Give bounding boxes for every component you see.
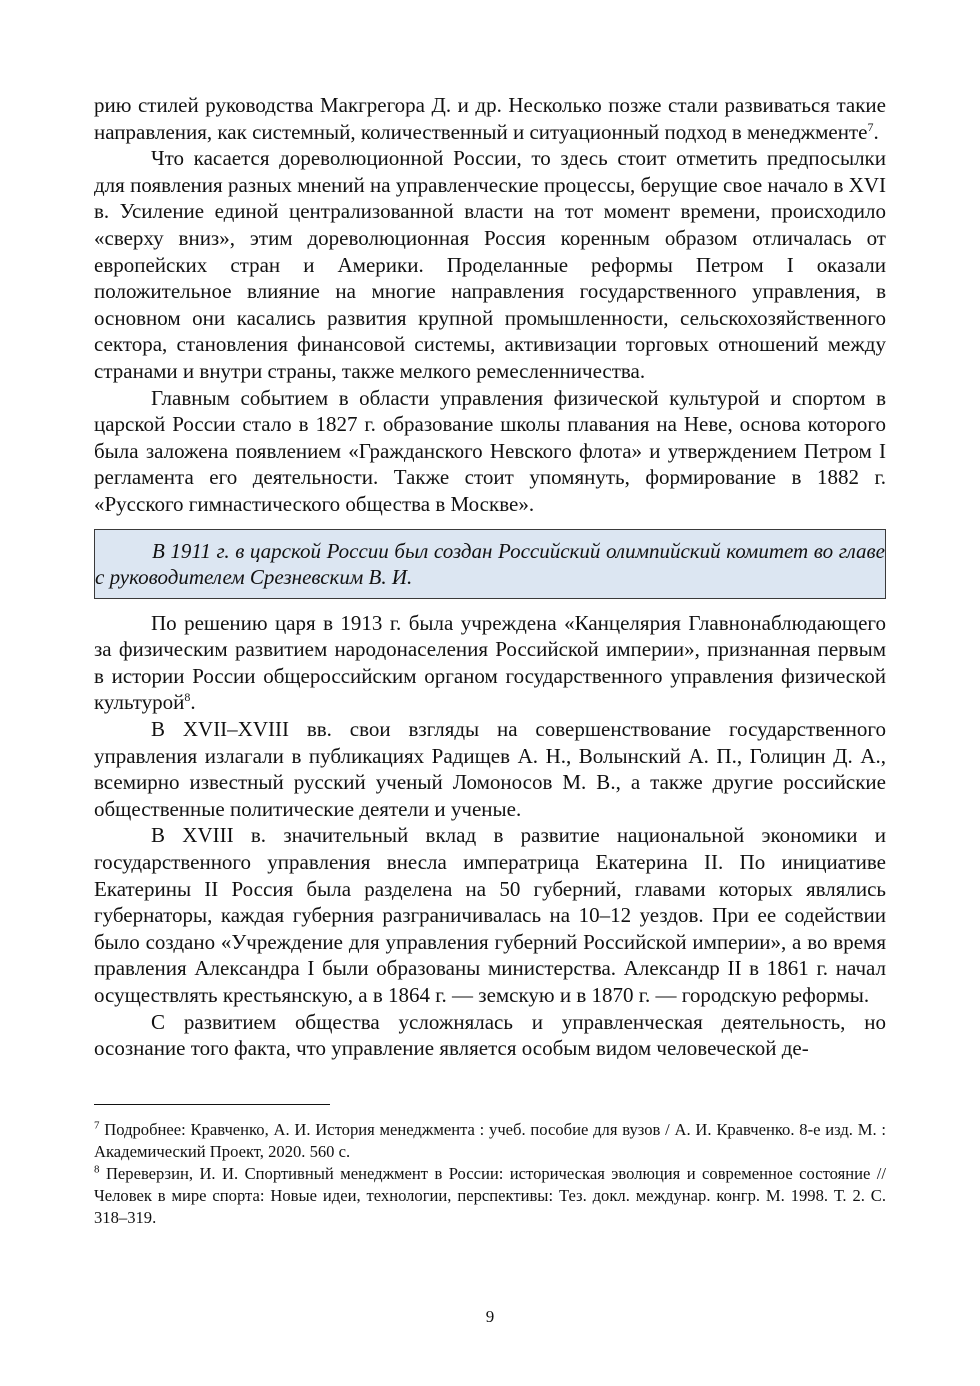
footnote-separator [94, 1104, 330, 1105]
paragraph-society-development: С развитием общества усложнялась и управленческая деятельность, но осознание того факта, что управление является особым видом человеческой де- [94, 1009, 886, 1061]
footnote-text: Переверзин, И. И. Спортивный менеджмент в России: историческая эволюция и современное состояние // Человек в мире спорта: Новые идеи, технологии, перспективы: Тез. докл. междунар. конгр. М. 1998. Т. 2. С. 318–319. [94, 1163, 886, 1227]
highlight-box [94, 529, 886, 599]
footnote-number: 8 [94, 1163, 100, 1176]
paragraph-tail: . [190, 690, 196, 715]
footnote-text: Подробнее: Кравченко, А. И. История менеджмента : учеб. пособие для вузов / А. И. Кравченко. 8-е изд. М. : Академический Проект, 2020. 560 с. [94, 1119, 886, 1161]
paragraph-tsar-decision [94, 610, 886, 716]
paragraph-main-event: Главным событием в области управления физической культурой и спортом в царской России стало в 1827 г. образование школы плавания на Неве, основа которого была заложена появлением «Гражданского Невского флота» и утверждением Петром I регламента его деятельности. Также стоит упомянуть, формирование в 1882 г. «Русского гимнастического общества в Москве». [94, 385, 886, 516]
paragraph-17-18-century: В XVII–XVIII вв. свои взгляды на совершенствование государственного управления излагали в публикациях Радищев А. Н., Волынский А. П., Голицин Д. А., всемирно известный русский ученый Ломоносов М. В., а также другие российские общественные политические деятели и ученые. [94, 717, 886, 821]
highlight-text: В 1911 г. в царской России был создан Российский олимпийский комитет во главе с руководителем Срезневским В. И. [95, 538, 885, 590]
paragraph-prerevolution: Что касается дореволюционной России, то здесь стоит отметить предпосылки для появления разных мнений на управленческие процессы, берущие свое начало в XVI в. Усиление единой централизованной власти на тот момент времени, происходило «сверху вниз», этим дореволюционная Россия коренным образом отличалась от европейских стран и Америки. Проделанные реформы Петром I оказали положительное влияние на многие направления государственного управления, в основном они касались развития крупной промышленности, сельскохозяйственного сектора, становления финансовой системы, активизации торговых отношений между странами и внутри страны, также мелкого ремесленничества. [94, 146, 886, 383]
footnote-7 [94, 1119, 886, 1163]
footnote-number: 7 [94, 1119, 100, 1132]
paragraph-tail: . [873, 119, 879, 144]
paragraph-text: По решению царя в 1913 г. была учреждена «Канцелярия Главнонаблюдающего за физическим развитием народонаселения Российской империи», признанная первым в истории России общероссийским органом государственного управления физической культурой [94, 610, 886, 715]
page-number: 9 [485, 1307, 495, 1326]
footnote-ref-8[interactable]: 8 [184, 690, 191, 705]
page-body [94, 92, 886, 1229]
paragraph-continued [94, 92, 886, 145]
footnote-8 [94, 1163, 886, 1229]
footnote-ref-7[interactable]: 7 [867, 119, 874, 134]
paragraph-catherine: В XVIII в. значительный вклад в развитие национальной экономики и государственного управления внесла императрица Екатерина II. По инициативе Екатерины II Россия была разделена на 50 губерний, главами которых являлись губернаторы, каждая губерния разграничивалась на 10–12 уездов. При ее содействии было создано «Учреждение для управления губерний Российской империи», а во время правления Александра I были образованы министерства. Александр II в 1861 г. начал осуществлять крестьянскую, а в 1864 г. — земскую и в 1870 г. — городскую реформы. [94, 823, 886, 1007]
paragraph-text: рию стилей руководства Макгрегора Д. и др. Несколько позже стали развиваться такие направления, как системный, количественный и ситуационный подход в менеджменте [94, 93, 886, 144]
